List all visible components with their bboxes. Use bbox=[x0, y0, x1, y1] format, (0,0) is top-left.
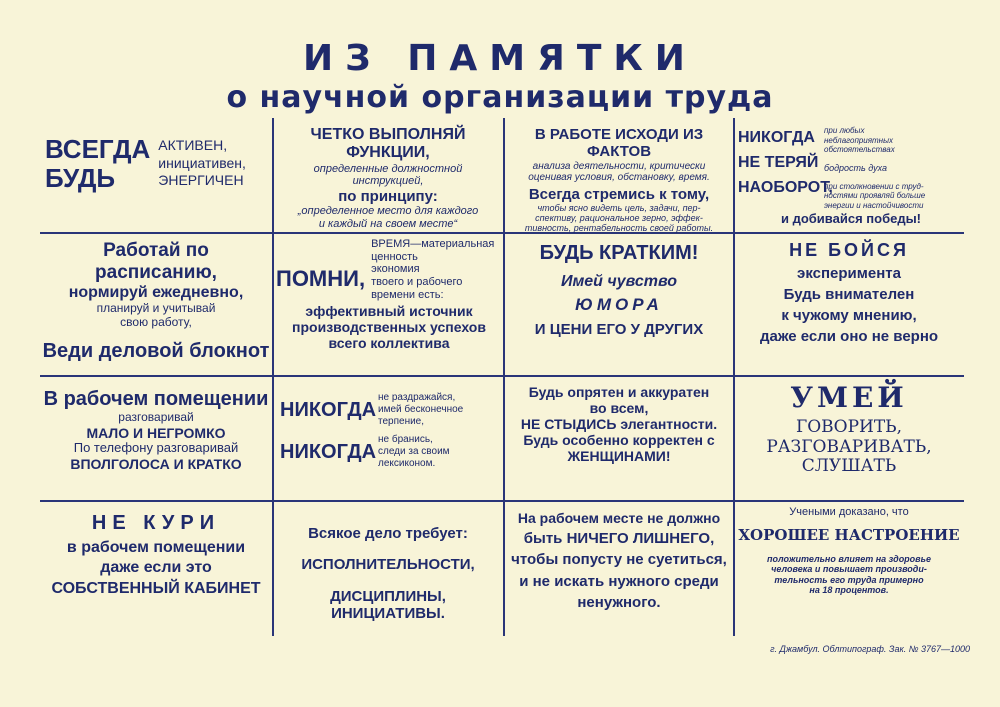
every-task-line: ДИСЦИПЛИНЫ, ИНИЦИАТИВЫ. bbox=[330, 587, 446, 622]
good-mood-line: человека и повышает производи- bbox=[771, 564, 927, 575]
row-divider bbox=[273, 375, 503, 377]
poster-title: ИЗ ПАМЯТКИ bbox=[303, 38, 697, 79]
row-divider bbox=[504, 500, 733, 502]
functions-line: ЧЕТКО ВЫПОЛНЯЙ ФУНКЦИИ, bbox=[310, 126, 466, 162]
never-lose-text: бодрость духа bbox=[824, 162, 888, 173]
no-smoking-line: СОБСТВЕННЫЙ КАБИНЕТ bbox=[51, 579, 261, 597]
neat-line: ЖЕНЩИНАМИ! bbox=[567, 448, 671, 465]
never-heading: НИКОГДА bbox=[280, 398, 377, 421]
functions-line: и каждый на своем месте“ bbox=[318, 217, 458, 230]
cell-workplace bbox=[505, 510, 733, 611]
workroom-line: В рабочем помещении bbox=[43, 388, 269, 410]
facts-line: В РАБОТЕ ИСХОДИ ИЗ ФАКТОВ bbox=[534, 126, 704, 161]
functions-line: „определенное место для каждого bbox=[297, 205, 479, 218]
never-text: не раздражайся, имей бесконечное терпение, bbox=[378, 392, 464, 427]
row-divider bbox=[273, 232, 503, 234]
good-mood-line: ХОРОШЕЕ НАСТРОЕНИЕ bbox=[738, 525, 960, 544]
workplace-line: и не искать нужного среди bbox=[519, 572, 719, 590]
good-mood-line: Учеными доказано, что bbox=[789, 506, 909, 518]
neat-line: НЕ СТЫДИСЬ элегантности. bbox=[520, 416, 718, 433]
always-be-heading: ВСЕГДА БУДЬ bbox=[45, 134, 151, 193]
cell-schedule bbox=[40, 240, 272, 363]
cell-remember bbox=[276, 238, 502, 351]
facts-line: анализа деятельности, критически bbox=[532, 160, 706, 172]
row-divider bbox=[734, 232, 964, 234]
cell-never-lose bbox=[738, 126, 964, 227]
schedule-line: нормируй ежедневно, bbox=[68, 283, 244, 301]
neat-line: во всем, bbox=[589, 400, 649, 417]
workroom-line: разговаривай bbox=[118, 410, 194, 424]
facts-line: Всегда стремись к тому, bbox=[528, 185, 710, 203]
never-text: не бранись, следи за своим лексиконом. bbox=[378, 434, 450, 469]
never-lose-text: при любых неблагоприятных обстоятельствах bbox=[824, 126, 895, 155]
row-divider bbox=[734, 375, 964, 377]
be-able-line: ГОВОРИТЬ, bbox=[795, 417, 903, 438]
workroom-line: ВПОЛГОЛОСА И КРАТКО bbox=[70, 455, 242, 472]
cell-be-brief bbox=[505, 242, 733, 338]
not-afraid-line: эксперимента bbox=[797, 264, 901, 282]
cell-good-mood bbox=[735, 506, 963, 595]
facts-line: тивность, рентабельность своей работы. bbox=[524, 223, 714, 234]
every-task-line: Всякое дело требует: bbox=[308, 525, 468, 542]
row-divider bbox=[504, 375, 733, 377]
be-brief-line: ЮМОРА bbox=[575, 295, 663, 315]
good-mood-line: положительно влияет на здоровье bbox=[767, 553, 931, 564]
functions-line: по принципу: bbox=[338, 188, 438, 206]
remember-line: эффективный источник bbox=[305, 303, 473, 320]
cell-neat bbox=[505, 384, 733, 464]
no-smoking-line: НЕ КУРИ bbox=[91, 512, 221, 534]
workplace-line: На рабочем месте не должно bbox=[517, 510, 721, 526]
never-lose-end: и добивайся победы! bbox=[780, 211, 922, 227]
remember-heading: ПОМНИ, bbox=[276, 265, 366, 291]
functions-line: инструкцией, bbox=[352, 175, 424, 188]
be-brief-line: Имей чувство bbox=[560, 273, 678, 290]
workplace-line: быть НИЧЕГО ЛИШНЕГО, bbox=[523, 530, 715, 548]
workplace-line: ненужного. bbox=[577, 593, 661, 611]
cell-every-task bbox=[274, 525, 502, 622]
schedule-line: Веди деловой блокнот bbox=[42, 339, 270, 362]
not-afraid-line: к чужому мнению, bbox=[781, 307, 917, 325]
workroom-line: МАЛО И НЕГРОМКО bbox=[86, 424, 226, 441]
no-smoking-line: в рабочем помещении bbox=[66, 539, 246, 556]
cell-workroom bbox=[40, 388, 272, 472]
cell-never bbox=[280, 392, 502, 470]
time-value-text: ВРЕМЯ—материальная ценность экономия твоего и рабочего времени есть: bbox=[371, 238, 495, 301]
workroom-line: По телефону разговаривай bbox=[73, 439, 239, 455]
row-divider bbox=[40, 232, 272, 234]
row-divider bbox=[273, 500, 503, 502]
remember-line: производственных успехов bbox=[292, 319, 486, 336]
no-smoking-line: даже если это bbox=[100, 559, 212, 577]
be-brief-line: И ЦЕНИ ЕГО У ДРУГИХ bbox=[534, 320, 704, 338]
schedule-line: Работай по расписанию, bbox=[95, 240, 217, 283]
not-afraid-line: даже если оно не верно bbox=[759, 328, 939, 346]
functions-line: определенные должностной bbox=[313, 162, 463, 175]
be-able-line: РАЗГОВАРИВАТЬ, bbox=[766, 436, 932, 457]
cell-be-able bbox=[735, 382, 963, 477]
row-divider bbox=[734, 500, 964, 502]
never-lose-text: при столкновении с труд- ностями проявляй больше энергии и настойчивости bbox=[824, 181, 926, 210]
row-divider bbox=[40, 500, 272, 502]
facts-line: спективу, рациональное зерно, эффек- bbox=[535, 213, 703, 224]
remember-line: всего коллектива bbox=[328, 335, 450, 352]
be-able-line: СЛУШАТЬ bbox=[801, 456, 897, 477]
not-afraid-line: Будь внимателен bbox=[783, 285, 915, 303]
cell-facts bbox=[505, 126, 733, 234]
schedule-line: планируй и учитывай bbox=[96, 301, 216, 316]
neat-line: Будь особенно корректен с bbox=[523, 432, 715, 449]
not-afraid-line: НЕ БОЙСЯ bbox=[789, 240, 909, 260]
cell-functions bbox=[274, 126, 502, 231]
cell-no-smoking bbox=[40, 512, 272, 598]
cell-always-be bbox=[45, 135, 270, 192]
row-divider bbox=[40, 375, 272, 377]
never-heading: НИКОГДА bbox=[280, 440, 377, 463]
be-brief-line: БУДЬ КРАТКИМ! bbox=[539, 242, 699, 264]
good-mood-line: на 18 процентов. bbox=[809, 584, 889, 595]
schedule-line: свою работу, bbox=[120, 314, 192, 329]
print-imprint: г. Джамбул. Облтипограф. Зак. № 3767—1000 bbox=[770, 644, 970, 654]
every-task-line: ИСПОЛНИТЕЛЬНОСТИ, bbox=[301, 556, 475, 574]
never-lose-heading: НИКОГДА НЕ ТЕРЯЙ НАОБОРОТ, bbox=[738, 129, 833, 196]
poster-subtitle: о научной организации труда bbox=[226, 80, 774, 115]
facts-line: оценивая условия, обстановку, время. bbox=[528, 172, 710, 183]
workplace-line: чтобы попусту не суетиться, bbox=[511, 551, 727, 569]
be-able-line: УМЕЙ bbox=[790, 381, 908, 414]
always-be-qualities: АКТИВЕН, инициативен, ЭНЕРГИЧЕН bbox=[158, 137, 246, 189]
facts-line: чтобы ясно видеть цель, задачи, пер- bbox=[537, 202, 701, 213]
cell-not-afraid bbox=[735, 240, 963, 346]
neat-line: Будь опрятен и аккуратен bbox=[528, 384, 710, 400]
good-mood-line: тельность его труда примерно bbox=[774, 574, 924, 585]
